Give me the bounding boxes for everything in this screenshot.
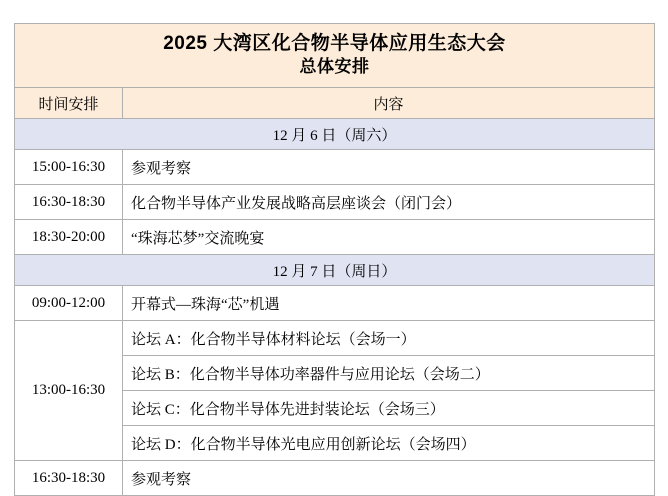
table-row	[15, 220, 655, 255]
row-time: 16:30-18:30	[15, 461, 123, 496]
row-content: 参观考察	[123, 150, 655, 185]
document-title-sub: 总体安排	[299, 57, 370, 76]
table-row	[15, 461, 655, 496]
day-header-row	[15, 255, 655, 286]
table-header-row	[15, 88, 655, 119]
row-content: 论坛 C：化合物半导体先进封装论坛（会场三）	[123, 391, 655, 426]
table-row	[15, 286, 655, 321]
row-content: 论坛 D：化合物半导体光电应用创新论坛（会场四）	[123, 426, 655, 461]
row-time: 16:30-18:30	[15, 185, 123, 220]
schedule-table	[14, 23, 655, 496]
row-content: 论坛 B：化合物半导体功率器件与应用论坛（会场二）	[123, 356, 655, 391]
row-content: 化合物半导体产业发展战略高层座谈会（闭门会）	[123, 185, 655, 220]
row-content: “珠海芯梦”交流晚宴	[123, 220, 655, 255]
row-time-grouped: 13:00-16:30	[15, 321, 123, 461]
column-header-time: 时间安排	[15, 88, 123, 119]
table-row	[15, 185, 655, 220]
column-header-content: 内容	[123, 88, 655, 119]
row-time: 15:00-16:30	[15, 150, 123, 185]
row-time: 09:00-12:00	[15, 286, 123, 321]
document-title-cell	[15, 24, 655, 88]
day-label-dec-6: 12 月 6 日（周六）	[15, 119, 655, 150]
document-title-main: 2025 大湾区化合物半导体应用生态大会	[163, 33, 506, 54]
day-label-dec-7: 12 月 7 日（周日）	[15, 255, 655, 286]
row-content: 开幕式—珠海“芯”机遇	[123, 286, 655, 321]
day-header-row	[15, 119, 655, 150]
table-row	[15, 150, 655, 185]
title-row	[15, 24, 655, 88]
row-time: 18:30-20:00	[15, 220, 123, 255]
table-row	[15, 321, 655, 356]
row-content: 参观考察	[123, 461, 655, 496]
row-content: 论坛 A：化合物半导体材料论坛（会场一）	[123, 321, 655, 356]
